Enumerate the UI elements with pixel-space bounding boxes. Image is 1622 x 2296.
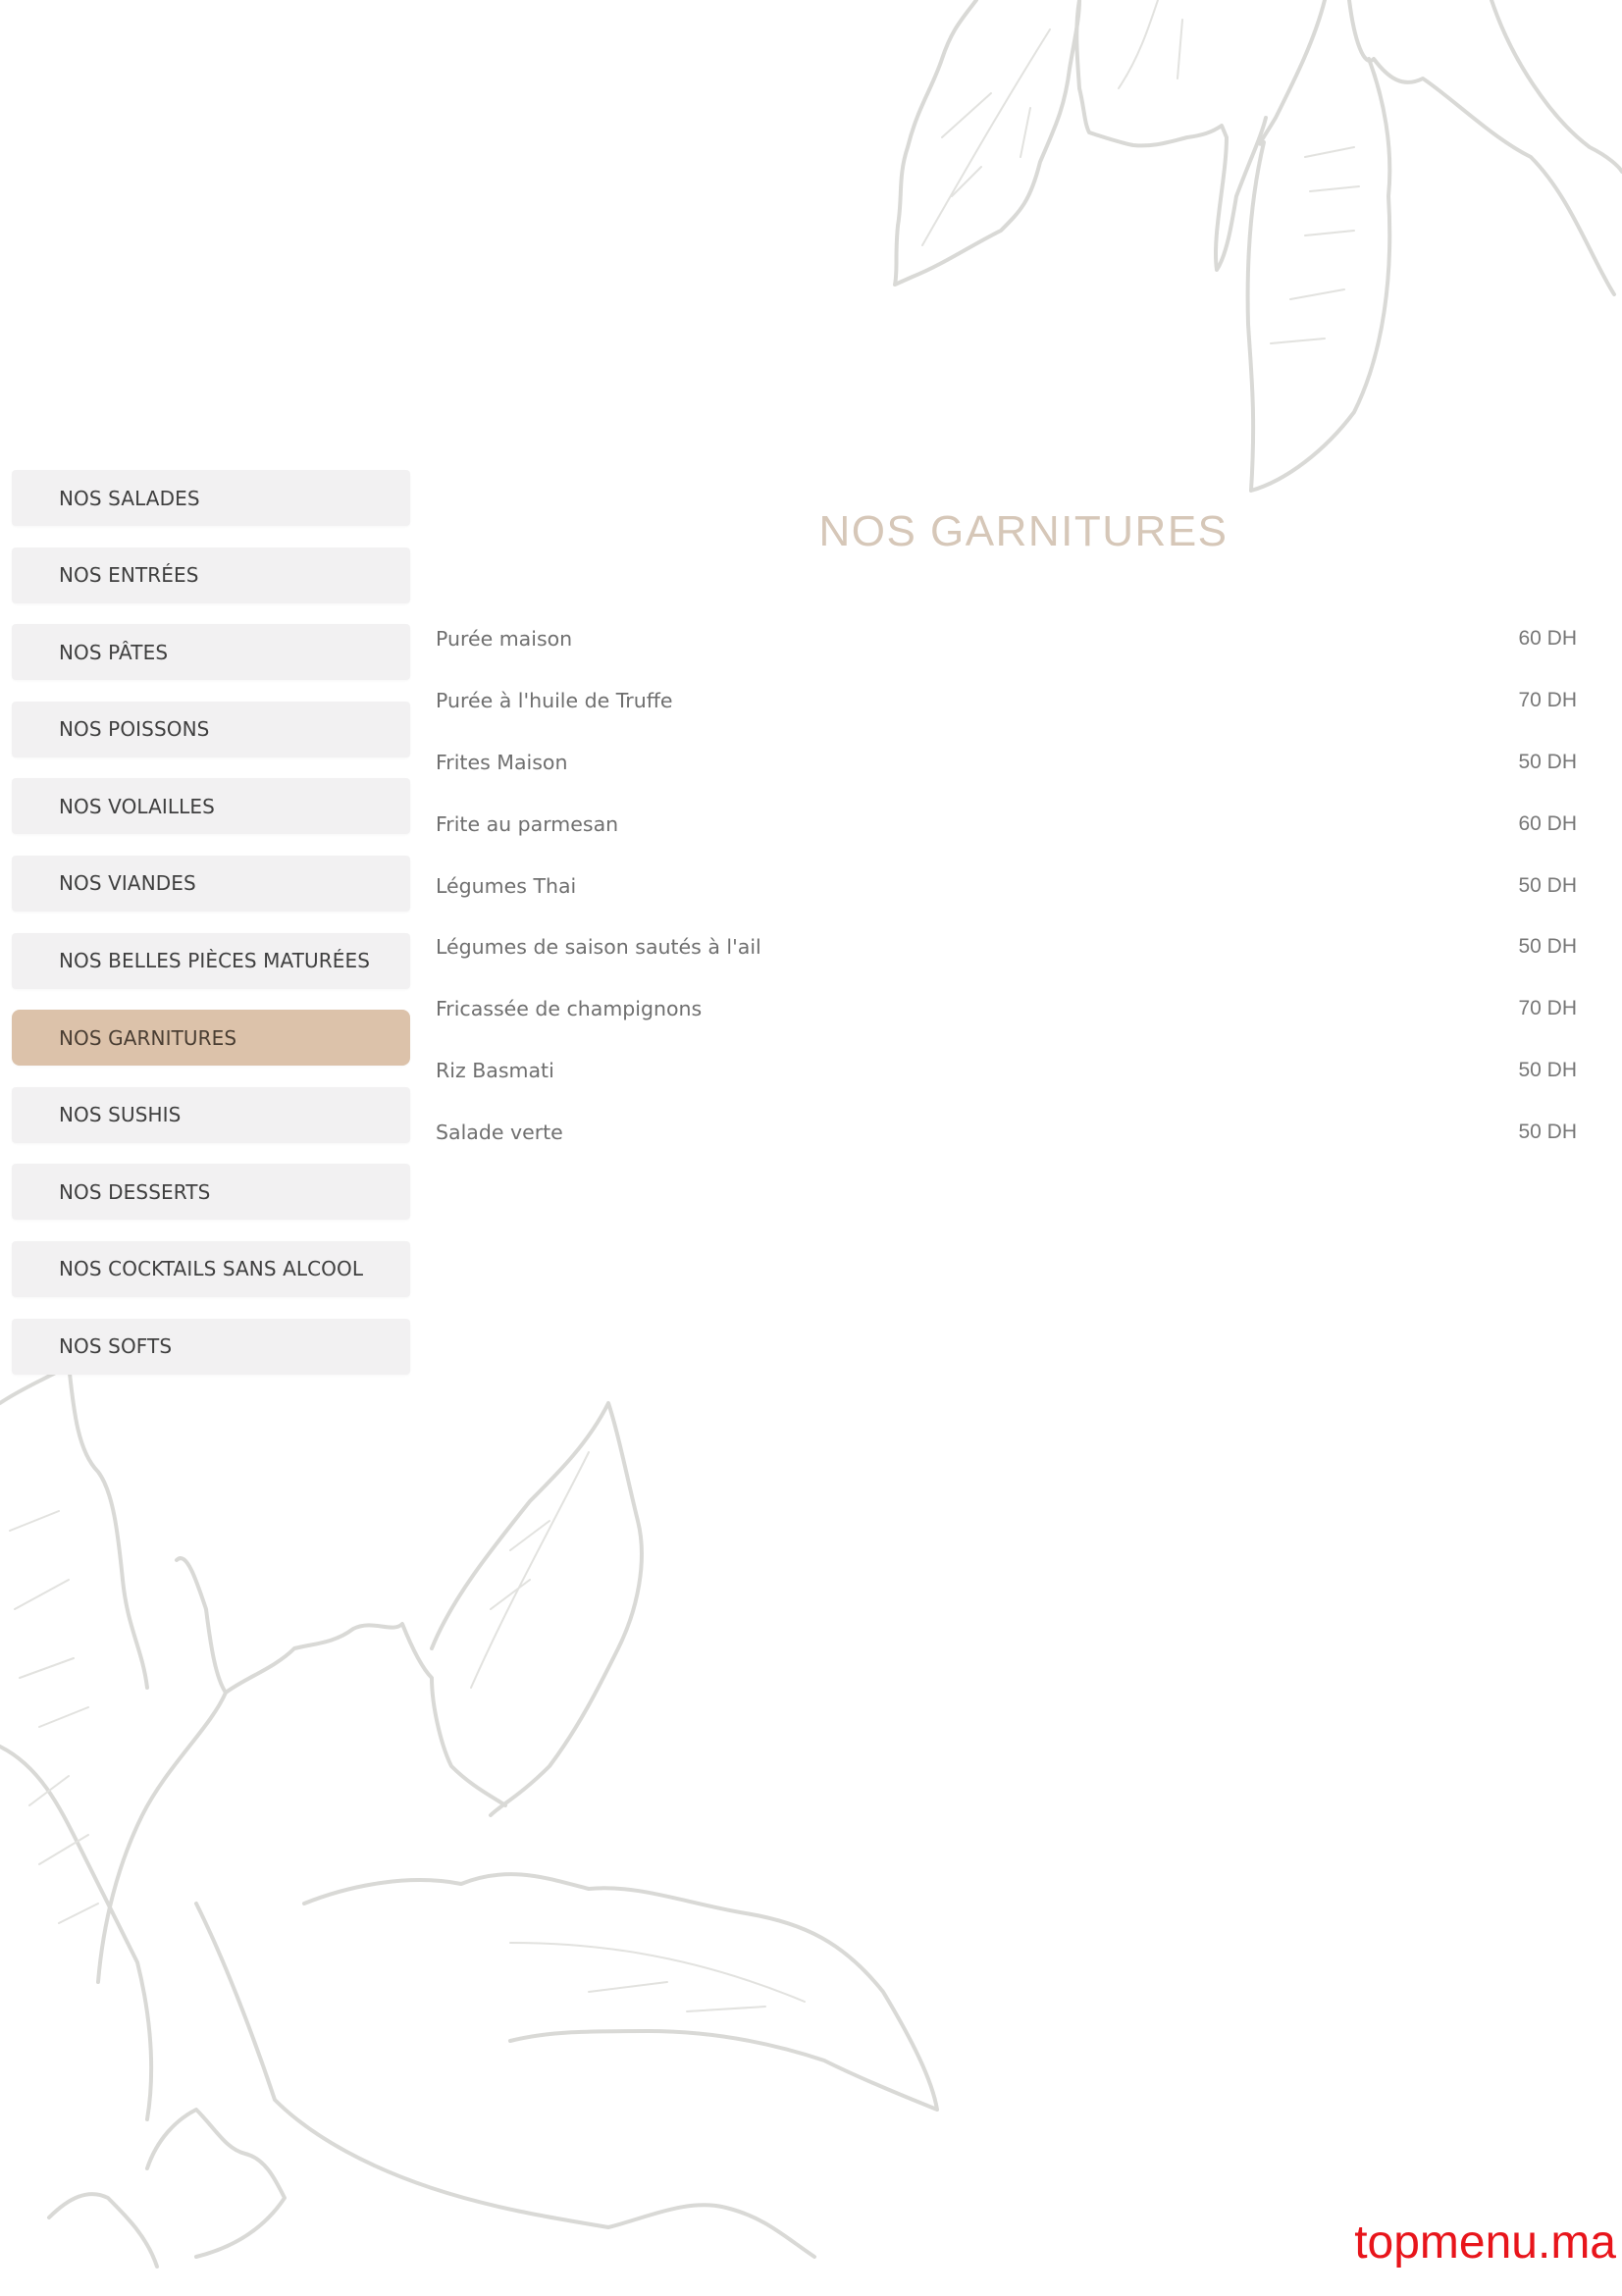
item-price: 50 DH <box>1518 750 1577 773</box>
category-label: NOS POISSONS <box>59 717 210 742</box>
category-label: NOS SALADES <box>59 486 200 510</box>
item-price: 50 DH <box>1518 935 1577 959</box>
item-name: Purée à l'huile de Truffe <box>436 689 673 713</box>
menu-item-list <box>436 608 1577 1163</box>
item-price: 60 DH <box>1518 811 1577 835</box>
category-button-desserts[interactable] <box>12 1164 410 1220</box>
category-label: NOS SUSHIS <box>59 1103 182 1127</box>
menu-item <box>436 1101 1577 1163</box>
menu-item <box>436 793 1577 855</box>
item-price: 50 DH <box>1518 1058 1577 1081</box>
item-name: Fricassée de champignons <box>436 997 703 1021</box>
botanical-leaves-top-right-icon <box>883 0 1622 500</box>
category-label: NOS VOLAILLES <box>59 794 215 818</box>
menu-item <box>436 855 1577 916</box>
item-name: Frites Maison <box>436 750 568 774</box>
section-title: NOS GARNITURES <box>818 507 1229 555</box>
menu-item <box>436 1040 1577 1102</box>
item-name: Salade verte <box>436 1120 563 1144</box>
category-label: NOS GARNITURES <box>59 1025 237 1050</box>
watermark-text: topmenu.ma <box>1354 2217 1616 2269</box>
category-button-softs[interactable] <box>12 1319 410 1375</box>
category-button-pates[interactable] <box>12 624 410 680</box>
menu-item <box>436 978 1577 1040</box>
category-button-entrees[interactable] <box>12 548 410 603</box>
category-button-belles-pieces-maturees[interactable] <box>12 933 410 989</box>
category-button-volailles[interactable] <box>12 778 410 834</box>
item-price: 50 DH <box>1518 873 1577 897</box>
item-price: 50 DH <box>1518 1120 1577 1143</box>
category-label: NOS ENTRÉES <box>59 563 199 588</box>
category-label: NOS COCKTAILS SANS ALCOOL <box>59 1257 364 1281</box>
menu-item <box>436 608 1577 670</box>
menu-item <box>436 732 1577 794</box>
category-button-viandes[interactable] <box>12 856 410 912</box>
category-label: NOS DESSERTS <box>59 1179 211 1204</box>
category-button-poissons[interactable] <box>12 702 410 757</box>
item-price: 60 DH <box>1518 627 1577 651</box>
category-label: NOS VIANDES <box>59 871 196 896</box>
item-name: Frite au parmesan <box>436 811 619 836</box>
botanical-leaves-bottom-left-icon <box>0 1354 942 2296</box>
item-price: 70 DH <box>1518 997 1577 1020</box>
menu-item <box>436 670 1577 732</box>
category-button-sushis[interactable] <box>12 1087 410 1143</box>
item-name: Purée maison <box>436 627 573 652</box>
item-name: Riz Basmati <box>436 1058 554 1082</box>
item-price: 70 DH <box>1518 689 1577 712</box>
category-button-salades[interactable] <box>12 470 410 526</box>
item-name: Légumes de saison sautés à l'ail <box>436 935 761 960</box>
category-sidebar <box>12 470 410 1395</box>
category-label: NOS PÂTES <box>59 640 169 664</box>
category-label: NOS SOFTS <box>59 1334 173 1359</box>
category-button-garnitures[interactable] <box>12 1010 410 1066</box>
item-name: Légumes Thai <box>436 873 577 898</box>
category-button-cocktails-sans-alcool[interactable] <box>12 1241 410 1297</box>
menu-item <box>436 916 1577 978</box>
category-label: NOS BELLES PIÈCES MATURÉES <box>59 949 371 973</box>
